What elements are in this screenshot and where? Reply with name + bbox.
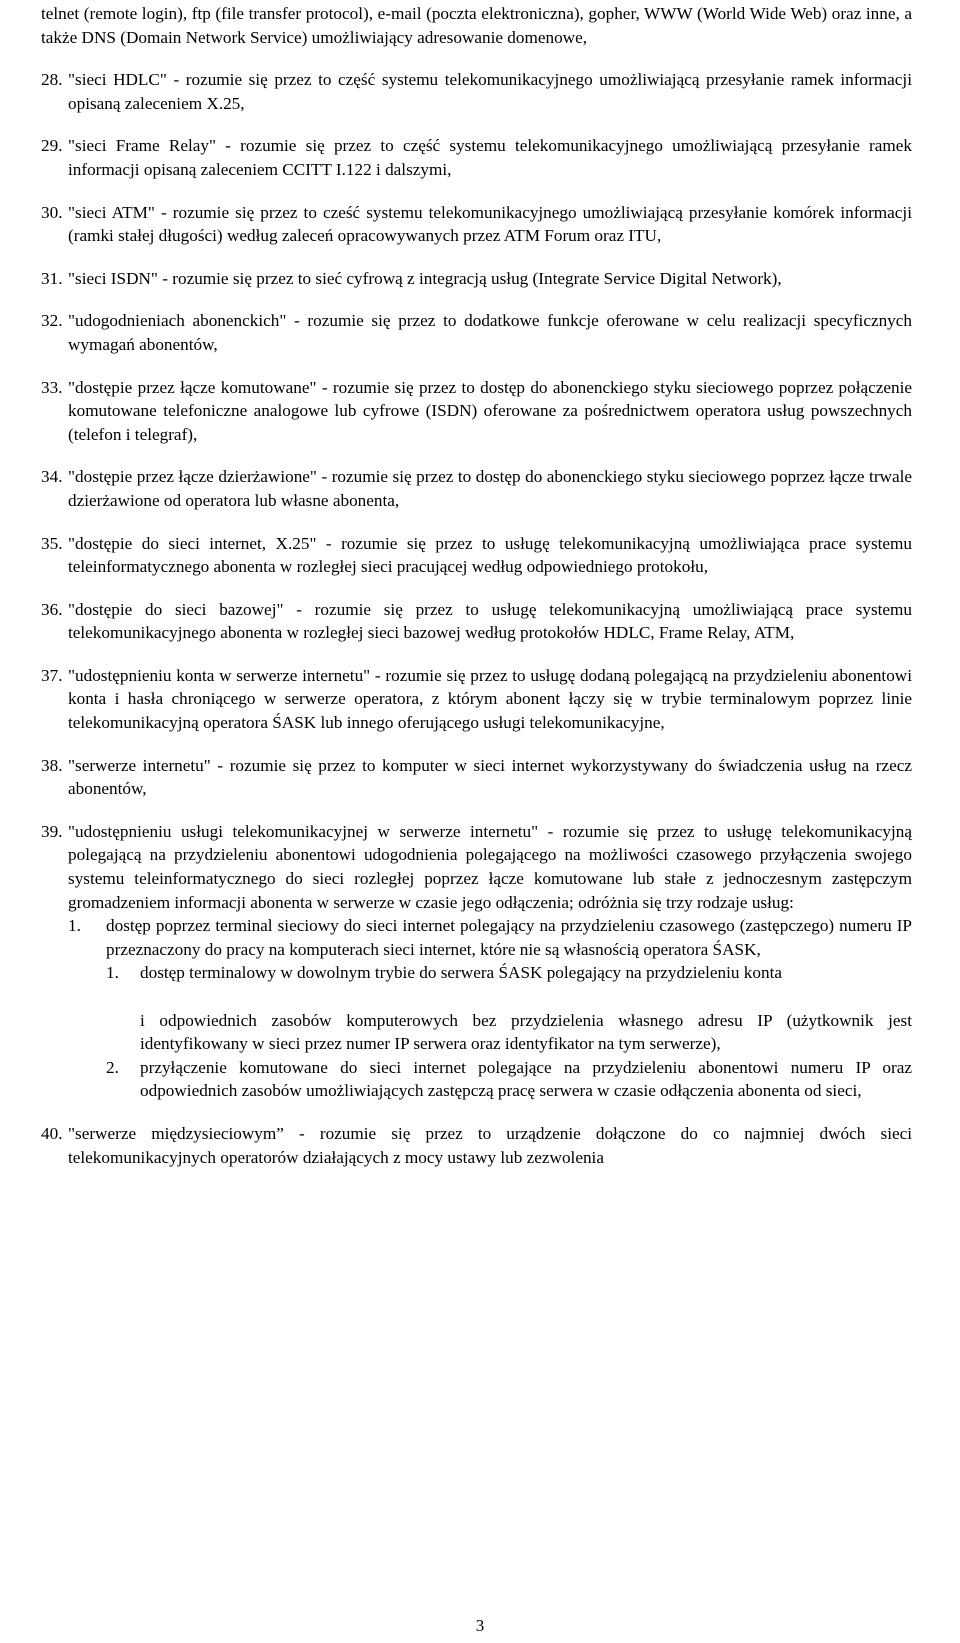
definition-text: "dostępie do sieci bazowej" - rozumie się przez to usługę telekomunikacyjną umożliwiającą prace systemu telekomunikacyjnego abonenta w rozległej sieci bazowej według protokołów HDLC, Frame Relay, ATM,	[68, 599, 912, 643]
nested-item-continuation: i odpowiednich zasobów komputerowych bez przydzielenia własnego adresu IP (użytkownik jest identyfikowany w sieci przez numer IP serwera oraz identyfikator na tym serwerze),	[140, 1010, 912, 1054]
definition-item	[41, 598, 912, 645]
document-page	[41, 0, 912, 1169]
blank-line	[140, 985, 912, 1009]
nested-item-1	[106, 961, 912, 1055]
definition-item	[41, 201, 912, 248]
definition-item-40	[41, 1122, 912, 1169]
definition-text: "dostępie przez łącze komutowane" - rozumie się przez to dostęp do abonenckiego styku sieciowego poprzez połączenie komutowane telefoniczne analogowe lub cyfrowe (ISDN) oferowane za pośrednictwem operatora usług powszechnych (telefon i telegraf),	[68, 377, 912, 444]
definition-number: 38.	[41, 755, 63, 775]
definition-text: "sieci ISDN" - rozumie się przez to sieć cyfrową z integracją usług (Integrate Service Digital Network),	[68, 268, 782, 288]
definition-text: "sieci HDLC" - rozumie się przez to część systemu telekomunikacyjnego umożliwiającą przesyłanie ramek informacji opisaną zaleceniem X.25,	[68, 70, 912, 113]
definition-number: 34.	[41, 467, 63, 487]
definition-number: 32.	[41, 311, 63, 331]
definition-number: 29.	[41, 136, 63, 156]
definition-number: 28.	[41, 70, 63, 90]
intro-paragraph: telnet (remote login), ftp (file transfer protocol), e-mail (poczta elektroniczna), gopher, WWW (World Wide Web) oraz inne, a także DNS (Domain Network Service) umożliwiający adresowanie domenowe,	[41, 4, 912, 47]
definition-number: 33.	[41, 377, 63, 397]
nested-item-body	[140, 961, 912, 1055]
nested-item-number: 1.	[106, 963, 119, 983]
definition-body	[68, 820, 912, 1103]
definition-text: "udostępnieniu konta w serwerze internetu" - rozumie się przez to usługę dodaną polegającą na przydzieleniu abonentowi konta i hasła chroniącego w serwerze operatora, z którym abonent łączy się w trybie terminalowym poprzez linie telekomunikacyjną operatora ŚASK lub innego oferującego usługi telekomunikacyjne,	[68, 665, 912, 733]
definition-text: "dostępie do sieci internet, X.25" - rozumie się przez to usługę telekomunikacyjną umożliwiająca prace systemu teleinformatycznego abonenta w rozległej sieci pracującej według odpowiedniego protokołu,	[68, 533, 912, 577]
definition-number: 40.	[41, 1123, 63, 1143]
definition-text: "serwerze internetu" - rozumie się przez to komputer w sieci internet wykorzystywany do świadczenia usług na rzecz abonentów,	[68, 755, 912, 799]
definition-item-39	[41, 820, 912, 1103]
nested-item-number: 2.	[106, 1057, 119, 1077]
nested-item-2	[106, 1056, 912, 1103]
definition-item	[41, 754, 912, 801]
definition-item	[41, 532, 912, 579]
definition-number: 37.	[41, 665, 63, 685]
definition-item	[41, 134, 912, 181]
definition-text: "udogodnieniach abonenckich" - rozumie się przez to dodatkowe funkcje oferowane w celu realizacji specyficznych wymagań abonentów,	[68, 311, 912, 354]
definition-text: "udostępnieniu usługi telekomunikacyjnej w serwerze internetu" - rozumie się przez to usługę telekomunikacyjną polegającą na przydzieleniu abonentowi udogodnienia polegającego na możliwości czasowego przyłączenia swojego systemu teleinformatycznego do sieci rozległej poprzez łącze komutowane lub stałe z jednoczesnym zastępczym gromadzeniem informacji abonenta w serwerze w czasie jego odłączenia; odróżnia się trzy rodzaje usług:	[68, 821, 912, 912]
definition-item	[41, 267, 912, 291]
definition-item	[41, 664, 912, 735]
sub-item-1	[68, 914, 912, 961]
definition-item	[41, 309, 912, 356]
definition-text: "dostępie przez łącze dzierżawione" - rozumie się przez to dostęp do abonenckiego styku sieciowego poprzez łącze trwale dzierżawione od operatora lub własne abonenta,	[68, 467, 912, 510]
definition-number: 36.	[41, 599, 63, 619]
definition-number: 31.	[41, 268, 63, 288]
definition-item	[41, 68, 912, 115]
definition-text: "sieci Frame Relay" - rozumie się przez to część systemu telekomunikacyjnego umożliwiającą przesyłanie ramek informacji opisaną zaleceniem CCITT I.122 i dalszymi,	[68, 136, 912, 179]
definition-item	[41, 465, 912, 512]
definition-number: 35.	[41, 533, 63, 553]
definition-text: "serwerze międzysieciowym” - rozumie się przez to urządzenie dołączone do co najmniej dwóch sieci telekomunikacyjnych operatorów działających z mocy ustawy lub zezwolenia	[68, 1123, 912, 1167]
page-number: 3	[475, 1616, 485, 1635]
sub-item-text: dostęp poprzez terminal sieciowy do sieci internet polegający na przydzieleniu czasowego (zastępczego) numeru IP przeznaczony do pracy na komputerach sieci internet, które nie są własnością operatora ŚASK,	[106, 916, 912, 959]
definition-item	[41, 376, 912, 447]
definition-number: 30.	[41, 202, 63, 222]
nested-item-first-line: dostęp terminalowy w dowolnym trybie do serwera ŚASK polegający na przydzieleniu konta	[140, 963, 782, 983]
sub-item-number: 1.	[68, 916, 81, 936]
nested-item-text: przyłączenie komutowane do sieci internet polegające na przydzieleniu abonentowi numeru IP oraz odpowiednich zasobów umożliwiających zastępczą pracę serwera w czasie odłączenia abonenta od sieci,	[140, 1057, 912, 1101]
definition-text: "sieci ATM" - rozumie się przez to cześć systemu telekomunikacyjnego umożliwiającą przesyłanie komórek informacji (ramki stałej długości) według zaleceń opracowywanych przez ATM Forum oraz ITU,	[68, 202, 912, 246]
definition-number: 39.	[41, 821, 63, 841]
definition-list	[41, 68, 912, 801]
